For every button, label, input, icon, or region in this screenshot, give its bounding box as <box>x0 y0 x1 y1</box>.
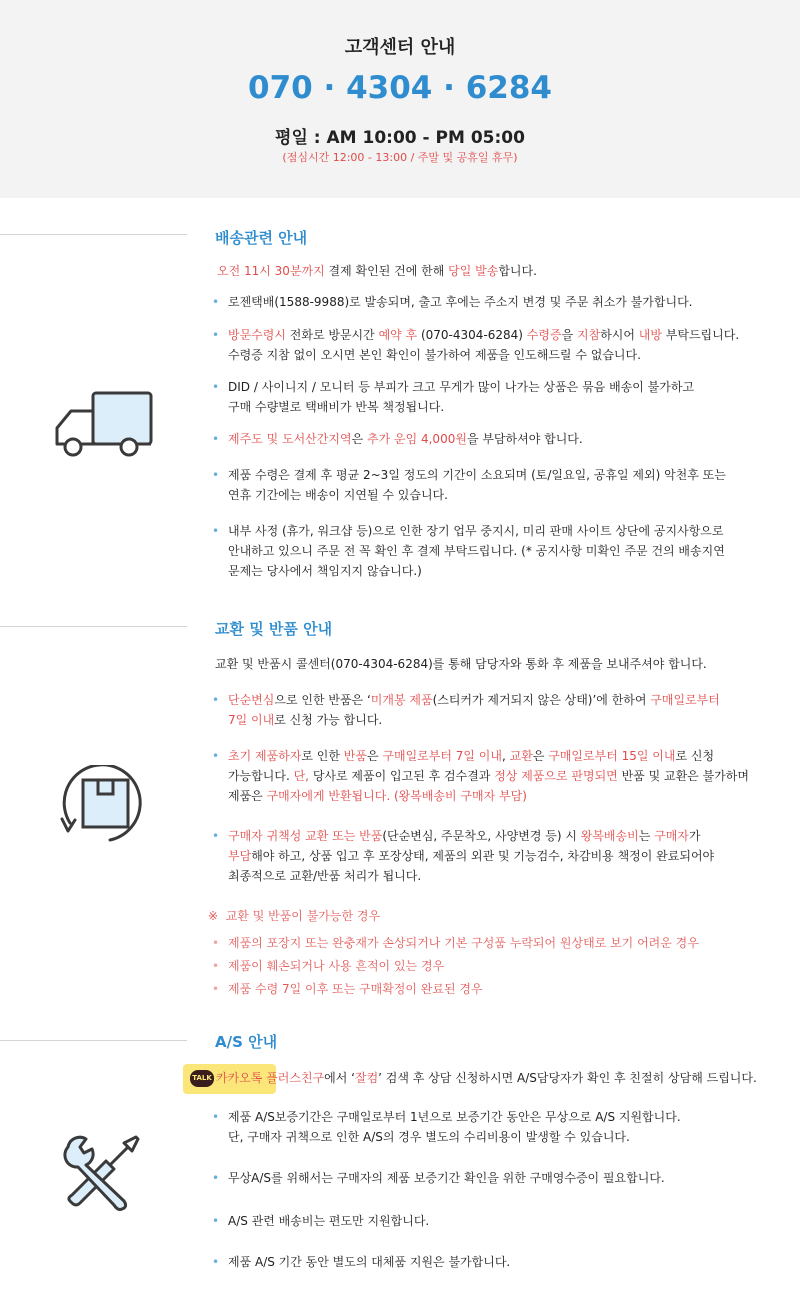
list-item-text: DID / 사이니지 / 모니터 등 부피가 크고 무게가 많이 나가는 상품은 묶음 배송이 불가하고 <box>228 380 695 394</box>
list-item-text: 단, 구매자 귀책으로 인한 A/S의 경우 별도의 수리비용이 발생할 수 있습니다. <box>228 1130 630 1144</box>
bullet-dot: • <box>212 432 220 446</box>
list-item-text: 단순변심으로 인한 반품은 ‘미개봉 제품(스티커가 제거되지 않은 상태)’에 한하여 구매일로부터 <box>228 693 720 707</box>
shipping-section-title: 배송관련 안내 <box>215 229 308 247</box>
bullet-dot: • <box>212 1214 220 1228</box>
kakao-talk-icon: TALK <box>190 1070 214 1087</box>
list-item-text: 문제는 당사에서 책임지지 않습니다.) <box>228 564 422 578</box>
list-item-text: 안내하고 있으니 주문 전 꼭 확인 후 결제 부탁드립니다. (* 공지사항 미확인 주문 건의 배송지연 <box>228 544 725 558</box>
bullet-dot: • <box>212 328 220 342</box>
list-item-text: A/S 관련 배송비는 편도만 지원합니다. <box>228 1214 430 1228</box>
list-item-text: 제품 A/S 기간 동안 별도의 대체품 지원은 불가합니다. <box>228 1255 511 1269</box>
text: 합니다. <box>498 264 537 278</box>
notice-title: 교환 및 반품이 불가능한 경우 <box>225 909 381 923</box>
phone-number[interactable]: 070 · 4304 · 6284 <box>248 70 552 106</box>
section-divider <box>0 1040 187 1041</box>
bullet-dot: • <box>212 295 220 309</box>
list-item-text: 구매 수량별로 택배비가 반복 책정됩니다. <box>228 400 445 414</box>
list-item-text: 초기 제품하자로 인한 반품은 구매일로부터 7일 이내, 교환은 구매일로부터 15일 이내로 신청 <box>228 749 715 763</box>
bullet-dot: • <box>212 982 220 996</box>
bullet-dot: • <box>212 936 220 950</box>
list-item-text: 7일 이내로 신청 가능 합니다. <box>228 713 383 727</box>
exchange-intro: 교환 및 반품시 콜센터(070-4304-6284)를 통해 담당자와 통화 후 제품을 보내주셔야 합니다. <box>215 657 707 671</box>
list-item-text: 제품이 훼손되거나 사용 흔적이 있는 경우 <box>228 959 445 973</box>
list-item-text: 방문수령시 전화로 방문시간 예약 후 (070-4304-6284) 수령증을 지참하시어 내방 부탁드립니다. <box>228 328 740 342</box>
text: 결제 확인된 건에 한해 <box>324 264 449 278</box>
bullet-dot: • <box>212 524 220 538</box>
list-item-text: 무상A/S를 위해서는 구매자의 제품 보증기간 확인을 위한 구매영수증이 필요합니다. <box>228 1171 665 1185</box>
list-item-text: 제품의 포장지 또는 완충재가 손상되거나 기본 구성품 누락되어 원상태로 보기 어려운 경우 <box>228 936 699 950</box>
section-divider <box>0 234 187 235</box>
header-title: 고객센터 안내 <box>344 37 456 58</box>
as-intro: 카카오톡 플러스친구에서 ‘잘컴’ 검색 후 상담 신청하시면 A/S담당자가 확인 후 친절히 상담해 드립니다. <box>216 1071 757 1085</box>
list-item-text: 내부 사정 (휴가, 워크샵 등)으로 인한 장기 업무 중지시, 미리 판매 사이트 상단에 공지사항으로 <box>228 524 724 538</box>
kakao-plus-friend-link[interactable]: 카카오톡 플러스친구 <box>216 1071 325 1085</box>
notice-mark: ※ <box>208 909 219 923</box>
bullet-dot: • <box>212 1110 220 1124</box>
list-item-text: 제품 A/S보증기간은 구매일로부터 1년으로 보증기간 동안은 무상으로 A/S 지원합니다. <box>228 1110 681 1124</box>
customer-center-header <box>0 0 800 198</box>
exchange-section-title: 교환 및 반품 안내 <box>215 620 333 638</box>
list-item-text: 최종적으로 교환/반품 처리가 됩니다. <box>228 869 422 883</box>
bullet-dot: • <box>212 1171 220 1185</box>
list-item-text: 제품 수령 7일 이후 또는 구매확정이 완료된 경우 <box>228 982 483 996</box>
list-item-text: 제품 수령은 결제 후 평균 2~3일 정도의 기간이 소요되며 (토/일요일, 공휴일 제외) 악천후 또는 <box>228 468 726 482</box>
highlight-text: 당일 발송 <box>448 264 499 278</box>
section-divider <box>0 626 187 627</box>
bullet-dot: • <box>212 1255 220 1269</box>
non-returnable-heading <box>208 906 380 926</box>
list-item-text: 가능합니다. 단, 당사로 제품이 입고된 후 검수결과 정상 제품으로 판명되면 반품 및 교환은 불가하며 <box>228 769 749 783</box>
bullet-dot: • <box>212 468 220 482</box>
list-item-text: 수령증 지참 없이 오시면 본인 확인이 불가하여 제품을 인도해드릴 수 없습니다. <box>228 348 641 362</box>
highlight-text: 오전 11시 30분까지 <box>217 264 325 278</box>
wrench-screwdriver-icon <box>62 1133 142 1213</box>
list-item-text: 로젠택배(1588-9988)로 발송되며, 출고 후에는 주소지 변경 및 주문 취소가 불가합니다. <box>228 295 693 309</box>
list-item-text: 제품은 구매자에게 반환됩니다. (왕복배송비 구매자 부담) <box>228 789 527 803</box>
business-hours: 평일 : AM 10:00 - PM 05:00 <box>275 128 525 148</box>
bullet-dot: • <box>212 749 220 763</box>
list-item-text: 부담해야 하고, 상품 입고 후 포장상태, 제품의 외관 및 기능검수, 차감비용 책정이 완료되어야 <box>228 849 715 863</box>
bullet-dot: • <box>212 380 220 394</box>
bullet-dot: • <box>212 959 220 973</box>
lunch-holiday-note: (점심시간 12:00 - 13:00 / 주말 및 공휴일 휴무) <box>282 151 518 164</box>
bullet-dot: • <box>212 693 220 707</box>
bullet-dot: • <box>212 829 220 843</box>
delivery-truck-icon <box>53 390 155 462</box>
list-item-text: 제주도 및 도서산간지역은 추가 운임 4,000원을 부담하셔야 합니다. <box>228 432 583 446</box>
list-item-text: 연휴 기간에는 배송이 지연될 수 있습니다. <box>228 488 448 502</box>
return-box-icon <box>58 765 158 843</box>
list-item-text: 구매자 귀책성 교환 또는 반품(단순변심, 주문착오, 사양변경 등) 시 왕복배송비는 구매자가 <box>228 829 701 843</box>
shipping-intro <box>217 261 537 281</box>
as-section-title: A/S 안내 <box>215 1033 278 1051</box>
